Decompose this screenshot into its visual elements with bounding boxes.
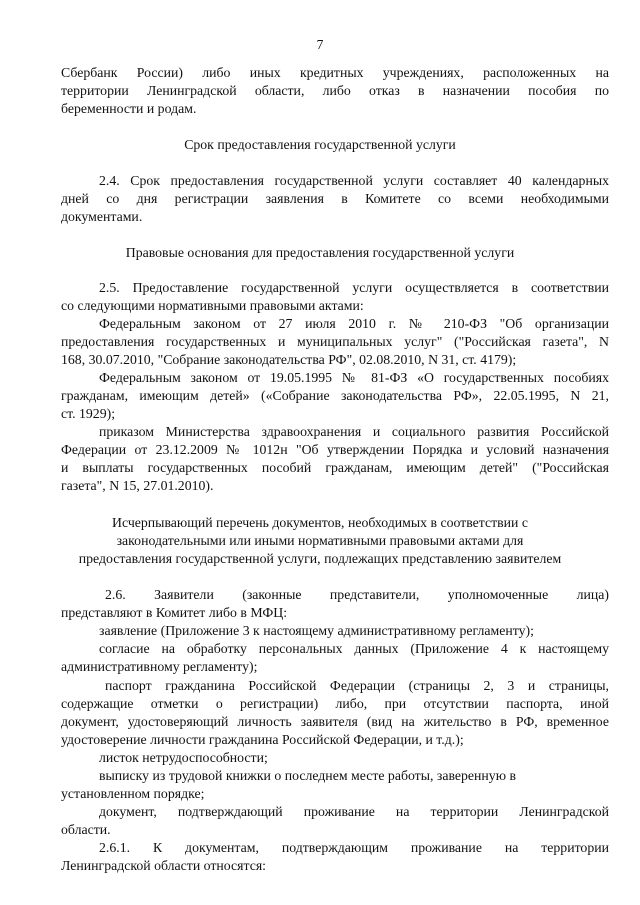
- paragraph-line: Федерации от 23.12.2009 № 1012н "Об утверждении Порядка и условий назначения: [61, 442, 609, 457]
- paragraph-line: Федеральным законом от 19.05.1995 № 81-ФЗ «О государственных пособиях: [99, 370, 609, 385]
- paragraph-line: выписку из трудовой книжки о последнем месте работы, заверенную в: [99, 768, 516, 783]
- section-heading: предоставления государственной услуги, подлежащих представлению заявителем: [78, 551, 562, 566]
- paragraph-line: документ, подтверждающий проживание на территории Ленинградской: [99, 804, 609, 819]
- section-heading: Правовые основания для предоставления государственной услуги: [125, 245, 515, 260]
- paragraph-line: 2.5. Предоставление государственной услуги осуществляется в соответствии: [99, 280, 609, 295]
- paragraph-line: ст. 1929);: [61, 406, 116, 421]
- paragraph-line: паспорт гражданина Российской Федерации (страницы 2, 3 и страницы,: [105, 678, 609, 693]
- paragraph-line: 2.6. Заявители (законные представители, уполномоченные лица): [105, 587, 609, 602]
- paragraph-line: и выплаты государственных пособий гражданам, имеющим детей" ("Российская: [61, 460, 609, 475]
- paragraph-line: газета", N 15, 27.01.2010).: [61, 478, 214, 493]
- paragraph-line: согласие на обработку персональных данных (Приложение 4 к настоящему: [99, 641, 609, 656]
- paragraph-line: области.: [61, 822, 111, 837]
- paragraph-line: беременности и родам.: [61, 101, 197, 116]
- paragraph-line: со следующими нормативными правовыми актами:: [61, 298, 364, 313]
- paragraph-line: Сбербанк России) либо иных кредитных учреждениях, расположенных на: [61, 65, 609, 80]
- paragraph-line: Ленинградской области относятся:: [61, 858, 267, 873]
- paragraph-line: установленном порядке;: [61, 786, 205, 801]
- section-heading: Срок предоставления государственной услуги: [184, 137, 456, 152]
- paragraph-line: 2.4. Срок предоставления государственной услуги составляет 40 календарных: [99, 173, 609, 188]
- paragraph-line: представляют в Комитет либо в МФЦ:: [61, 605, 288, 620]
- paragraph-line: документ, удостоверяющий личность заявителя (вид на жительство в РФ, временное: [61, 714, 609, 729]
- paragraph-line: заявление (Приложение 3 к настоящему административному регламенту);: [99, 623, 534, 638]
- paragraph-line: предоставления государственных и муниципальных услуг" ("Российская газета", N: [61, 334, 609, 349]
- paragraph-line: содержащие отметки о регистрации) либо, при отсутствии паспорта, иной: [61, 696, 609, 711]
- paragraph-line: документами.: [61, 209, 143, 224]
- paragraph-line: 168, 30.07.2010, "Собрание законодательства РФ", 02.08.2010, N 31, ст. 4179);: [61, 352, 517, 367]
- paragraph-line: территории Ленинградской области, либо отказ в назначении пособия по: [61, 83, 609, 98]
- page-number: 7: [316, 37, 324, 52]
- paragraph-line: удостоверение личности гражданина Российской Федерации, и т.д.);: [61, 732, 464, 747]
- paragraph-line: дней со дня регистрации заявления в Комитете со всеми необходимыми: [61, 191, 609, 206]
- paragraph-line: приказом Министерства здравоохранения и социального развития Российской: [99, 424, 609, 439]
- paragraph-line: листок нетрудоспособности;: [99, 750, 268, 765]
- paragraph-line: административному регламенту);: [61, 659, 258, 674]
- paragraph-line: гражданам, имеющим детей» («Собрание законодательства РФ», 22.05.1995, N 21,: [61, 388, 609, 403]
- paragraph-line: Федеральным законом от 27 июля 2010 г. № 210-ФЗ "Об организации: [99, 316, 609, 331]
- section-heading: законодательными или иными нормативными правовыми актами для: [116, 533, 524, 548]
- paragraph-line: 2.6.1. К документам, подтверждающим проживание на территории: [99, 840, 609, 855]
- section-heading: Исчерпывающий перечень документов, необходимых в соответствии с: [112, 515, 528, 530]
